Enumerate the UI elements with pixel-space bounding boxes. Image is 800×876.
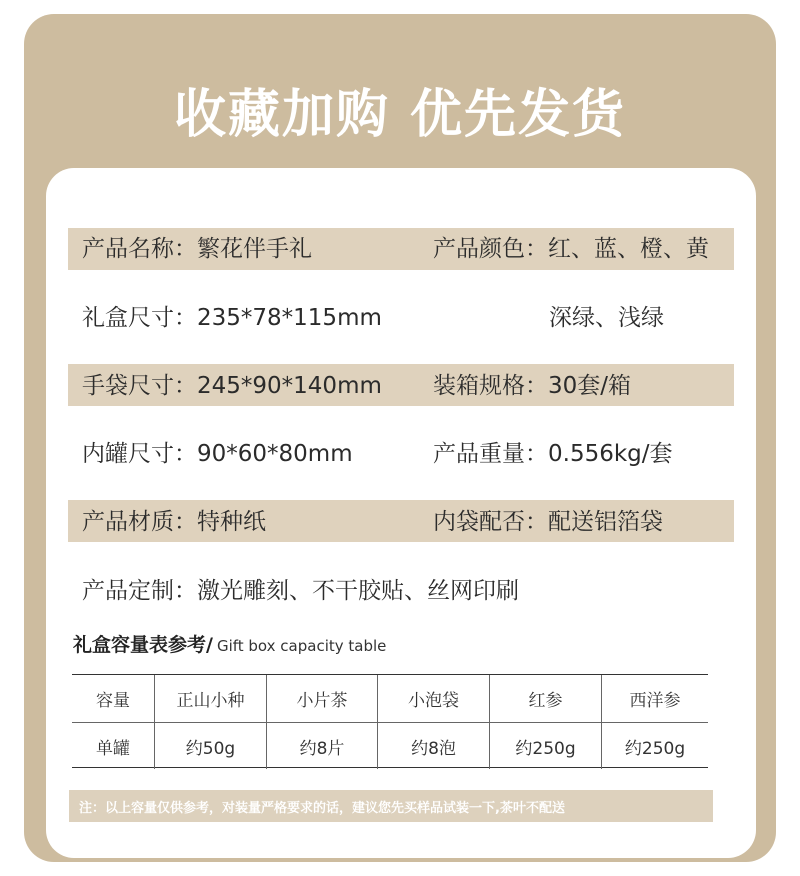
spec-custom-label: 产品定制：	[82, 578, 197, 604]
capacity-header-cell: 红参	[489, 675, 601, 722]
capacity-data-cell: 约250g	[601, 723, 708, 769]
spec-innerbag	[433, 507, 663, 537]
spec-packing-label: 装箱规格：	[433, 373, 548, 399]
capacity-table	[72, 674, 708, 768]
spec-giftbox-value: 235*78*115mm	[197, 305, 382, 331]
spec-jar-label: 内罐尺寸：	[82, 441, 197, 467]
spec-color-value: 红、蓝、橙、黄	[548, 236, 709, 262]
spec-custom-value: 激光雕刻、不干胶贴、丝网印刷	[197, 578, 519, 604]
capacity-title	[73, 630, 386, 657]
spec-color	[433, 234, 709, 264]
capacity-header-cell: 西洋参	[601, 675, 708, 722]
capacity-data-cell: 约250g	[489, 723, 601, 769]
spec-bag-label: 手袋尺寸：	[82, 373, 197, 399]
capacity-data-cell: 单罐	[96, 738, 130, 759]
capacity-header-cell: 小片茶	[266, 675, 377, 722]
spec-weight	[433, 439, 673, 469]
headline: 收藏加购 优先发货	[173, 85, 627, 145]
capacity-header-row	[72, 675, 708, 722]
spec-material-value: 特种纸	[197, 509, 266, 535]
spec-innerbag-value: 配送铝箔袋	[548, 509, 663, 535]
spec-bag-value: 245*90*140mm	[197, 373, 382, 399]
capacity-header-cell: 容量	[96, 691, 130, 711]
spec-material	[82, 507, 266, 537]
spec-giftbox-label: 礼盒尺寸：	[82, 305, 197, 331]
capacity-title-en: Gift box capacity table	[216, 637, 387, 655]
capacity-header-cell: 小泡袋	[377, 675, 489, 722]
capacity-title-cn: 礼盒容量表参考/	[73, 634, 213, 656]
spec-bag	[82, 371, 382, 401]
capacity-header-cell: 正山小种	[154, 675, 266, 722]
spec-custom	[82, 576, 519, 606]
spec-name-label: 产品名称：	[82, 236, 197, 262]
capacity-data-cell: 约8片	[266, 723, 377, 769]
footnote: 注：以上容量仅供参考，对装量严格要求的话，建议您先买样品试装一下,茶叶不配送	[69, 790, 713, 822]
spec-name-value: 繁花伴手礼	[197, 236, 312, 262]
spec-packing	[433, 371, 631, 401]
capacity-data-cell: 约8泡	[377, 723, 489, 769]
spec-color-label: 产品颜色：	[433, 236, 548, 262]
spec-packing-value: 30套/箱	[548, 373, 632, 399]
spec-innerbag-label: 内袋配否：	[433, 509, 548, 535]
spec-name	[82, 234, 312, 264]
spec-color-continued: 深绿、浅绿	[549, 305, 664, 331]
capacity-data-cell: 约50g	[154, 723, 266, 769]
capacity-data-row	[72, 722, 708, 769]
spec-material-label: 产品材质：	[82, 509, 197, 535]
spec-weight-value: 0.556kg/套	[548, 441, 673, 467]
spec-jar-value: 90*60*80mm	[197, 441, 353, 467]
spec-giftbox	[82, 303, 382, 333]
spec-jar	[82, 439, 353, 469]
spec-weight-label: 产品重量：	[433, 441, 548, 467]
